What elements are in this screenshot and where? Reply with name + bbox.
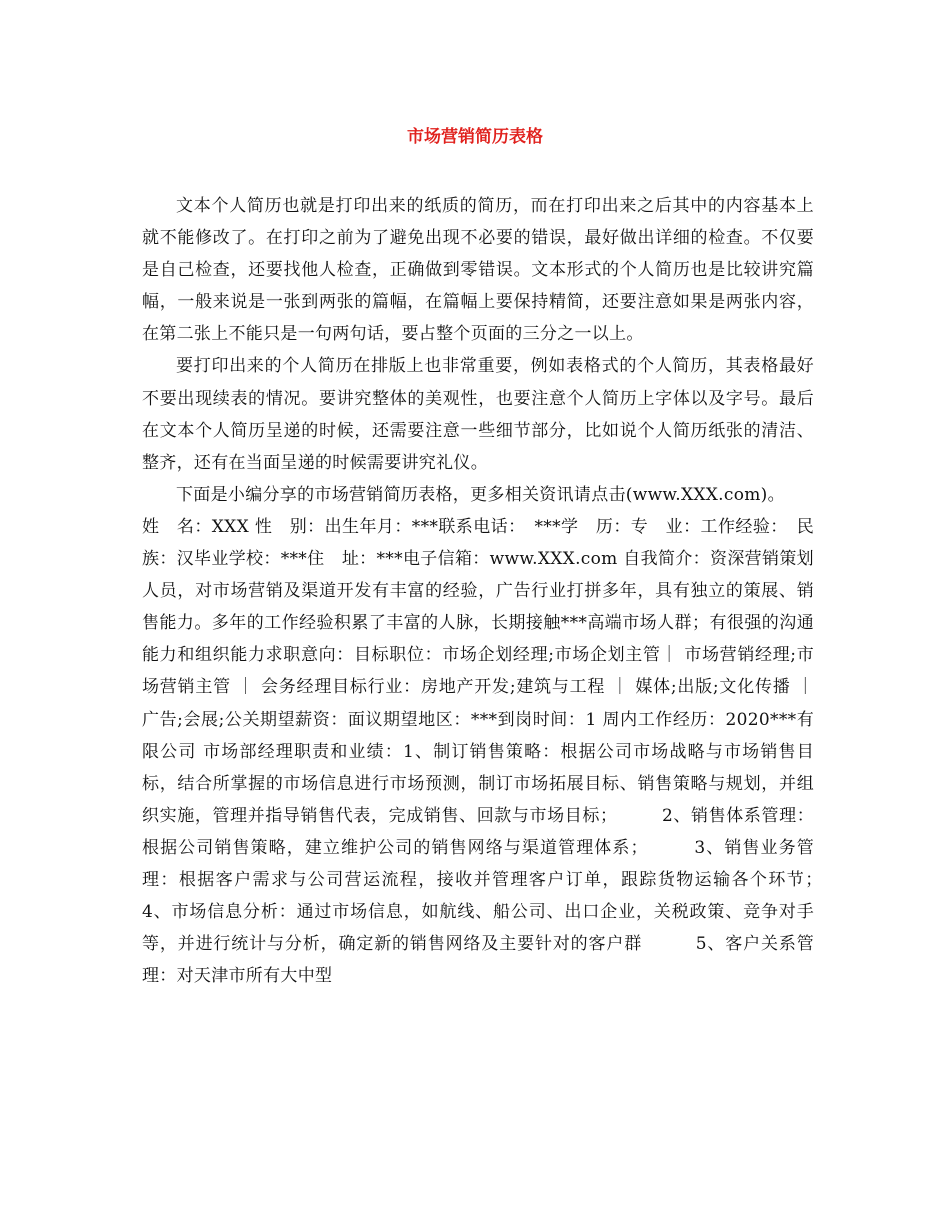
document-title: 市场营销简历表格 [407, 127, 543, 147]
paragraph-layout: 要打印出来的个人简历在排版上也非常重要，例如表格式的个人简历，其表格最好不要出现续表的情况。要讲究整体的美观性，也要注意个人简历上字体以及字号。最后在文本个人简历呈递的时候，还需要注意一些细节部分，比如说个人简历纸张的清洁、整齐，还有在当面呈递的时候需要讲究礼仪。 [142, 356, 814, 473]
paragraph-intro: 文本个人简历也就是打印出来的纸质的简历，而在打印出来之后其中的内容基本上就不能修改了。在打印之前为了避免出现不必要的错误，最好做出详细的检查。不仅要是自己检查，还要找他人检查，正确做到零错误。文本形式的个人简历也是比较讲究篇幅，一般来说是一张到两张的篇幅，在篇幅上要保持精简，还要注意如果是两张内容，在第二张上不能只是一句两句话，要占整个页面的三分之一以上。 [142, 196, 814, 345]
document-body [142, 190, 866, 992]
paragraph-share: 下面是小编分享的市场营销简历表格，更多相关资讯请点击(www.XXX.com)。 [176, 484, 785, 505]
paragraph-resume: 姓 名：XXX 性 别：出生年月：***联系电话： ***学 历：专 业：工作经验： 民族：汉毕业学校：***住 址：***电子信箱：www.XXX.com 自我简介：资深营销策划人员，对市场营销及渠道开发有丰富的经验，广告行业打拼多年，具有独立的策展、销售能力。多年的工作经验积累了丰富的人脉，长期接触***高端市场人群；有很强的沟通能力和组织能力求职意向：目标职位：市场企划经理;市场企划主管｜ 市场营销经理;市场营销主管 ｜ 会务经理目标行业：房地产开发;建筑与工程 ｜ 媒体;出版;文化传播 ｜ 广告;会展;公关期望薪资：面议期望地区：***到岗时间：1 周内工作经历：2020***有限公司 市场部经理职责和业绩：1、制订销售策略：根据公司市场战略与市场销售目标，结合所掌握的市场信息进行市场预测，制订市场拓展目标、销售策略与规划，并组织实施，管理并指导销售代表，完成销售、回款与市场目标； 2、销售体系管理：根据公司销售策略，建立维护公司的销售网络与渠道管理体系； 3、销售业务管理：根据客户需求与公司营运流程，接收并管理客户订单，跟踪货物运输各个环节； 4、市场信息分析：通过市场信息，如航线、船公司、出口企业，关税政策、竞争对手等，并进行统计与分析，确定新的销售网络及主要针对的客户群 5、客户关系管理：对天津市所有大中型 [142, 516, 866, 987]
